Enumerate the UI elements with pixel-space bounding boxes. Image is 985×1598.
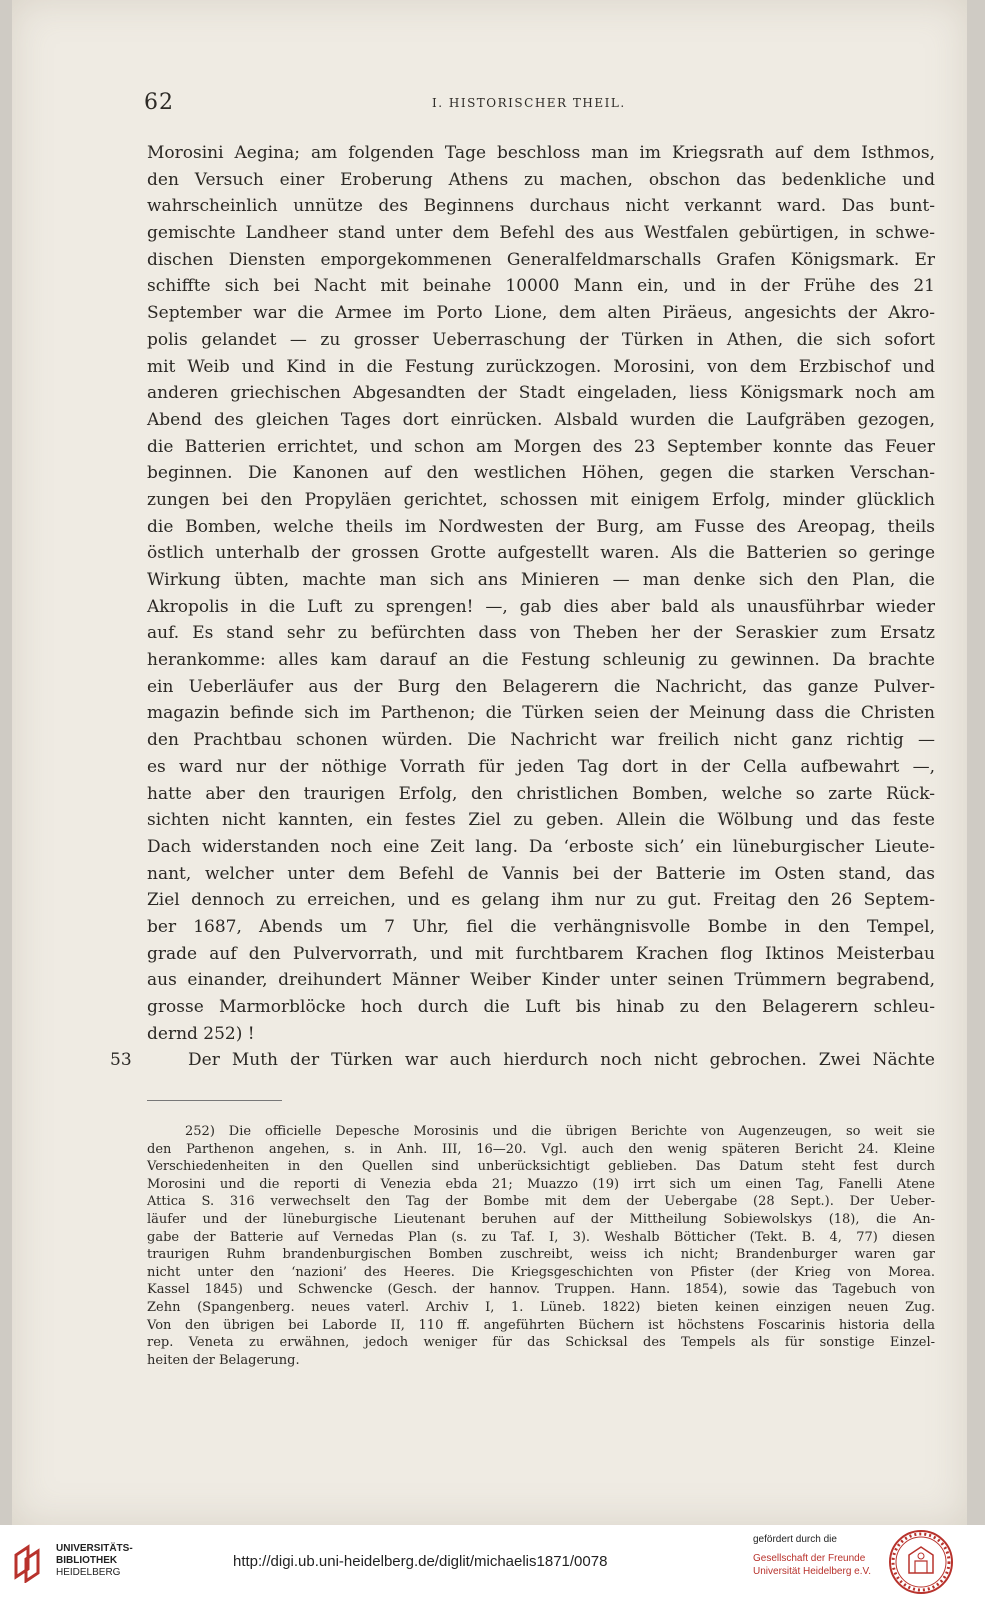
text-line: den Versuch einer Eroberung Athens zu machen, obschon das bedenkliche und: [147, 169, 935, 190]
footnote-252: [147, 1123, 935, 1369]
text-line: Morosini Aegina; am folgenden Tage beschloss man im Kriegsrath auf dem Isthmos,: [147, 143, 935, 163]
footnote-line: rep. Veneta zu erwähnen, jedoch weniger für das Schicksal des Tempels als für sonstige Einzel-: [147, 1335, 935, 1351]
footnote-line: traurigen Ruhm brandenburgischen Bomben zuschreibt, weiss ich nicht; Brandenburger waren gar: [147, 1247, 935, 1263]
text-line: beginnen. Die Kanonen auf den westlichen Höhen, gegen die starken Verschan-: [147, 463, 935, 484]
sponsor-name-line: Gesellschaft der Freunde: [753, 1553, 866, 1564]
footnote-line: Kassel 1845) und Schwencke (Gesch. der hannov. Truppen. Hann. 1854), sowie das Tagebuch von: [147, 1282, 935, 1298]
footnote-rule: [147, 1100, 282, 1101]
paragraph-start: [110, 1047, 935, 1074]
footnote-line: Verschiedenheiten in den Quellen sind unberücksichtigt geblieben. Das Datum steht fest durch: [147, 1159, 935, 1175]
permalink-url[interactable]: http://digi.ub.uni-heidelberg.de/diglit/michaelis1871/0078: [233, 1553, 608, 1570]
text-line: grosse Marmorblöcke hoch durch die Luft bis hinab zu den Belagerern schleu-: [147, 997, 935, 1017]
library-name: [56, 1543, 133, 1579]
footnote-line: Attica S. 316 verwechselt den Tag der Bombe mit dem der Uebergabe (28 Sept.). Der Ueber-: [147, 1194, 935, 1210]
text-line: ein Ueberläufer aus der Burg den Belagerern die Nachricht, das ganze Pulver-: [147, 676, 935, 697]
text-line: magazin befinde sich im Parthenon; die Türken seien der Meinung dass die Christen: [147, 703, 935, 724]
text-line: Abend des gleichen Tages dort einrücken. Alsbald wurden die Laufgräben gezogen,: [147, 409, 935, 430]
sponsor-name-line: Universität Heidelberg e.V.: [753, 1566, 872, 1577]
book-page: [12, 0, 967, 1525]
margin-number: 53: [110, 1050, 132, 1071]
footnote-line: den Parthenon angehen, s. in Anh. III, 16—20. Vgl. auch den wenig späteren Bericht 24. Kleine: [147, 1141, 935, 1157]
footnote-line: Morosini und die reporti di Venezia ebda 21; Muazzo (19) irrt sich um einen Tag, Fanelli Atene: [147, 1176, 935, 1192]
text-line: die Bomben, welche theils im Nordwesten der Burg, am Fusse des Areopag, theils: [147, 516, 935, 537]
text-line: wahrscheinlich unnütze des Beginnens durchaus nicht verkannt ward. Das bunt-: [147, 196, 935, 217]
text-line: polis gelandet — zu grosser Ueberraschung der Türken in Athen, die sich sofort: [147, 329, 935, 350]
text-line: Akropolis in die Luft zu sprengen! —, gab dies aber bald als unausführbar wieder: [147, 596, 935, 617]
running-head: I. HISTORISCHER THEIL.: [432, 96, 626, 110]
footnote-line: Von den übrigen bei Laborde II, 110 ff. angeführten Büchern ist höchstens Foscarinis historia della: [147, 1317, 935, 1333]
library-name-line: HEIDELBERG: [56, 1567, 121, 1578]
text-line: Der Muth der Türken war auch hierdurch noch nicht gebrochen. Zwei Nächte: [188, 1050, 935, 1071]
text-line: den Prachtbau schonen würden. Die Nachricht war freilich nicht ganz richtig —: [147, 730, 935, 751]
text-line: östlich unterhalb der grossen Grotte aufgestellt waren. Als die Batterien so geringe: [147, 543, 935, 564]
footer-bar: [0, 1525, 985, 1598]
text-line: Ziel dennoch zu erreichen, und es gelang ihm nur zu gut. Freitag den 26 Septem-: [147, 890, 935, 911]
page-number: 62: [144, 90, 174, 115]
main-text: [110, 140, 935, 1074]
library-logo-icon: [12, 1543, 48, 1583]
text-line: auf. Es stand sehr zu befürchten dass von Theben her der Seraskier zum Ersatz: [147, 623, 935, 644]
text-line: ber 1687, Abends um 7 Uhr, fiel die verhängnisvolle Bombe in den Tempel,: [147, 916, 935, 937]
text-line: mit Weib und Kind in die Festung zurückzogen. Morosini, von dem Erzbischof und: [147, 356, 935, 377]
footnote-line: 252) Die officielle Depesche Morosinis und die übrigen Berichte von Augenzeugen, so weit sie: [185, 1124, 935, 1139]
university-seal-icon: [888, 1529, 954, 1595]
text-line: dernd 252) !: [147, 1023, 255, 1044]
footnote-line: Zehn (Spangenberg. neues vaterl. Archiv I, 1. Lüneb. 1822) bieten keinen einzigen neuen Zug.: [147, 1299, 935, 1315]
text-line: die Batterien errichtet, und schon am Morgen des 23 September konnte das Feuer: [147, 436, 935, 457]
text-line: sichten nicht kannten, ein festes Ziel zu geben. Allein die Wölbung und das feste: [147, 810, 935, 831]
page-header: [12, 90, 967, 120]
text-line: Dach widerstanden noch eine Zeit lang. Da ‘erboste sich’ ein lüneburgischer Lieute-: [147, 836, 935, 857]
text-line: Wirkung übten, machte man sich ans Minieren — man denke sich den Plan, die: [147, 570, 935, 590]
footnote-line: gabe der Batterie auf Vernedas Plan (s. zu Taf. I, 3). Weshalb Bötticher (Tekt. B. 4, 77) diesen: [147, 1229, 935, 1245]
footnote-line: läufer und der lüneburgische Lieutenant beruhen auf der Mittheilung Sobiewolskys (18), die An-: [147, 1211, 935, 1227]
footnote-line: heiten der Belagerung.: [147, 1352, 300, 1368]
text-line: grade auf den Pulvervorrath, und mit furchtbarem Krachen flog Iktinos Meisterbau: [147, 943, 935, 964]
sponsor-credit: [753, 1533, 871, 1578]
text-line: aus einander, dreihundert Männer Weiber Kinder unter seinen Trümmern begrabend,: [147, 970, 935, 991]
text-line: anderen griechischen Abgesandten der Stadt eingeladen, liess Königsmark noch am: [147, 383, 935, 404]
sponsor-label: gefördert durch die: [753, 1534, 837, 1545]
text-line: es ward nur der nöthige Vorrath für jeden Tag dort in der Cella aufbewahrt —,: [147, 756, 935, 777]
text-line: September war die Armee im Porto Lione, dem alten Piräeus, angesichts der Akro-: [147, 303, 935, 324]
text-line: zungen bei den Propyläen gerichtet, schossen mit einigem Erfolg, minder glücklich: [147, 489, 935, 510]
text-line: dischen Diensten emporgekommenen Generalfeldmarschalls Grafen Königsmark. Er: [147, 249, 935, 270]
text-line: schiffte sich bei Nacht mit beinahe 10000 Mann ein, und in der Frühe des 21: [147, 276, 935, 297]
text-line: gemischte Landheer stand unter dem Befehl des aus Westfalen gebürtigen, in schwe-: [147, 223, 935, 244]
library-name-line: BIBLIOTHEK: [56, 1555, 118, 1566]
text-line: hatte aber den traurigen Erfolg, den christlichen Bomben, welche so zarte Rück-: [147, 783, 935, 804]
footnote-line: nicht unter den ‘nazioni’ des Heeres. Die Kriegsgeschichten von Pfister (der Krieg von Morea.: [147, 1264, 935, 1280]
library-name-line: UNIVERSITÄTS-: [56, 1543, 133, 1554]
text-line: herankomme: alles kam darauf an die Festung schleunig zu gewinnen. Da brachte: [147, 650, 935, 671]
text-line: nant, welcher unter dem Befehl de Vannis bei der Batterie im Osten stand, das: [147, 863, 935, 884]
